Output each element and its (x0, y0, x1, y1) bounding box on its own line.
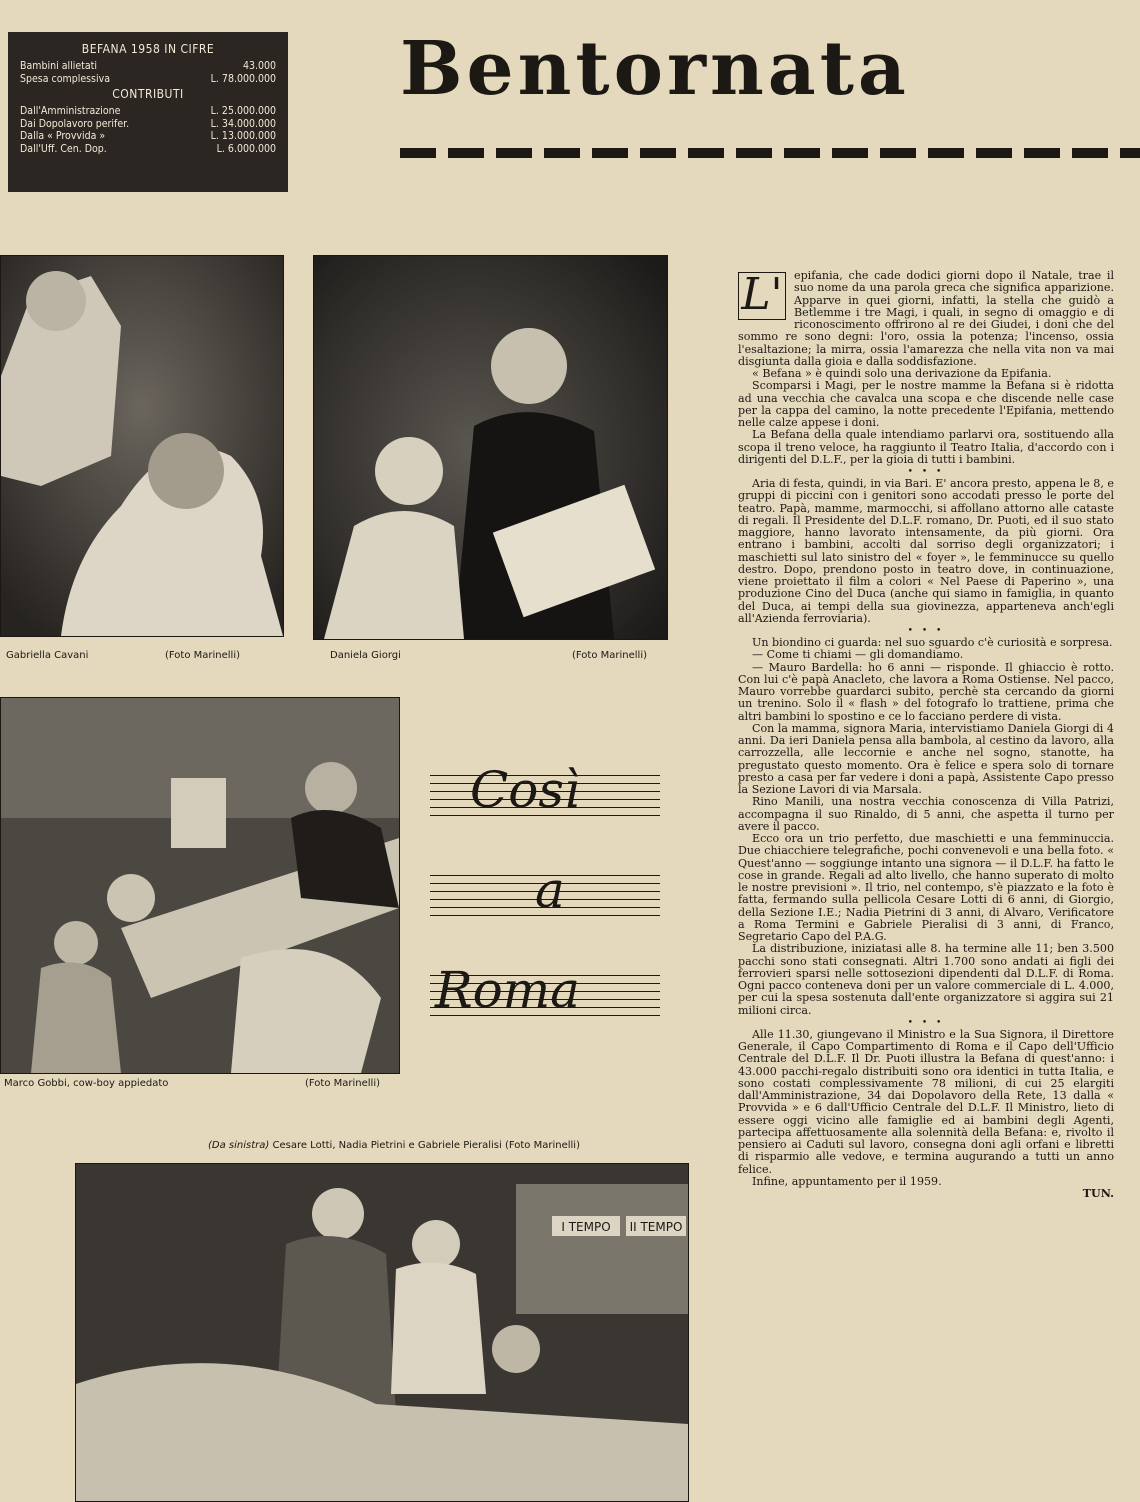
article-paragraph: Rino Manili, una nostra vecchia conoscenza di Villa Patrizi, accompagna il suo Rinaldo, di 5 anni, che aspetta il turno per avere il pacco. (738, 795, 1114, 833)
stats-subheading: CONTRIBUTI (112, 87, 184, 102)
drop-cap: L' (738, 272, 786, 320)
photo-three-children (75, 1163, 689, 1502)
photo-gabriella-cavani (0, 255, 284, 637)
sign-second-half: II TEMPO (629, 1220, 683, 1234)
ruled-lines (430, 775, 660, 823)
caption-credit: (Foto Marinelli) (572, 650, 648, 661)
article-paragraph: La distribuzione, iniziatasi alle 8. ha termine alle 11; ben 3.500 pacchi sono stati consegnati. Altri 1.700 sono andati ai figli dei ferrovieri sparsi nelle sottosezioni dipendenti dal D.L.F. di Roma. Ogni pacco conteneva doni per un valore commerciale di L. 4.000, per cui la spesa sostenuta dall'ente organizzatore si aggira sui 21 milioni circa. (738, 942, 1114, 1017)
caption-name: Gabriella Cavani (6, 650, 89, 661)
article-paragraph: La Befana della quale intendiamo parlarvi ora, sostituendo alla scopa il treno veloce, ha raggiunto il Teatro Italia, d'accordo con i dirigenti del D.L.F., per la gioia di tutti i bambini. (738, 428, 1114, 466)
script-title-line3: Roma (435, 961, 580, 1019)
headline: Bentornata (400, 26, 910, 112)
stats-row: Dai Dopolavoro perifer. L. 34.000.000 (20, 117, 276, 130)
article-body (738, 270, 1114, 1200)
section-separator: • • • (907, 1017, 945, 1028)
article-paragraph: — Come ti chiami — gli domandiamo. (752, 648, 964, 662)
article-paragraph: Aria di festa, quindi, in via Bari. E' ancora presto, appena le 8, e gruppi di piccini con i genitori sono accodati presso le porte del teatro. Papà, mamme, marmocchi, si affollano attorno alle cataste di regali. Il Presidente del D.L.F. romano, Dr. Puoti, ed il suo stato maggiore, hanno lavorato intensamente, da più giorni. Ora entrano i bambini, accolti dal sorriso degli organizzatori; i maschietti sul lato sinistro del « foyer », le femminucce su quello destro. Dopo, prendono posto in teatro dove, in continuazione, viene proiettato il film a colori « Nel Paese di Paperino », una produzione Cino del Duca (anche qui siamo in famiglia, in quanto del Duca, ai tempi della sua giovinezza, apparteneva anch'egli all'Azienda ferroviaria). (738, 477, 1114, 625)
script-title-line1: Così (470, 761, 581, 819)
article-paragraph: « Befana » è quindi solo una derivazione da Epifania. (752, 367, 1052, 380)
article-paragraph: Con la mamma, signora Maria, intervistiamo Daniela Giorgi di 4 anni. Da ieri Daniela pensa alla bambola, al cestino da lavoro, alla carrozzella, alle leccornie e anche nel sogno, stanotte, ha pregustato questo momento. Ora è felice e spera solo di tornare presto a casa per far vedere i doni a papà, Assistente Capo presso la Sezione Lavori di via Marsala. (738, 721, 1114, 796)
article-paragraph: Infine, appuntamento per il 1959. (752, 1174, 942, 1188)
article-paragraph: — Mauro Bardella: ho 6 anni — risponde. Il ghiaccio è rotto. Con lui c'è papà Anacleto, che lavora a Roma Ostiense. Nel pacco, Mauro vorrebbe guardarci subito, perchè sta cercando da giorni un trenino. Solo il « flash » del fotografo lo trattiene, prima che altri bambini lo spostino e ce lo facciano perdere di vista. (738, 660, 1114, 723)
section-separator: • • • (907, 626, 945, 636)
caption-credit: (Foto Marinelli) (165, 650, 241, 661)
ruled-lines (430, 875, 660, 923)
article-paragraph: Ecco ora un trio perfetto, due maschietti e una femminuccia. Due chiacchiere telegrafiche, pochi convenevoli e una bella foto. « Quest'anno — soggiunge intanto una signora — il D.L.F. ha fatto le cose in grande. Regali ad alto livello, che hanno superato di molto le nostre previsioni ». Il trio, nel contempo, s'è piazzato e la foto è fatta, fermando sulla pellicola Cesare Lotti di 6 anni, di Giorgio, della Sezione I.E.; Nadia Pietrini di 3 anni, di Alvaro, Verificatore a Roma Termini e Gabriele Pieralisi di 3 anni, di Franco, Segretario Capo del P.A.G. (738, 832, 1114, 943)
author-signature: TUN. (1082, 1187, 1114, 1200)
caption-photo4: (Da sinistra) Cesare Lotti, Nadia Pietrini e Gabriele Pieralisi (Foto Marinelli) (208, 1140, 580, 1151)
article-paragraph: Scomparsi i Magi, per le nostre mamme la Befana si è ridotta ad una vecchia che cavalca una scopa e che discende nelle case per la cappa del camino, la notte precedente l'Epifania, mettendo nelle calze appese i doni. (738, 379, 1114, 429)
stats-heading: BEFANA 1958 IN CIFRE (81, 42, 215, 56)
stats-box (8, 32, 288, 192)
stats-row: Dall'Amministrazione L. 25.000.000 (20, 105, 276, 118)
caption-name: Daniela Giorgi (330, 650, 401, 661)
script-title-line2: a (535, 861, 565, 919)
stats-row: Dalla « Provvida » L. 13.000.000 (20, 130, 276, 143)
ruled-lines (430, 975, 660, 1023)
stats-row: Bambini allietati 43.000 (20, 60, 276, 72)
photo-daniela-giorgi (313, 255, 668, 640)
sign-first-half: I TEMPO (561, 1220, 611, 1234)
article-paragraph: epifania, che cade dodici giorni dopo il Natale, trae il suo nome da una parola greca che significa apparizione. Apparve in quei giorni, infatti, la stella che guidò a Betlemme i tre Magi, i quali, in segno di omaggio e di riconoscimento offrirono al re dei Giudei, i doni che del sommo re sono degni: l'oro, ossia la potenza; l'incenso, ossia l'esaltazione; la mirra, ossia l'amarezza che nella vita non va mai disgiunta dalla gioia e dalla soddisfazione. (738, 269, 1114, 368)
photo-marco-gobbi (0, 697, 400, 1074)
article-paragraph: Alle 11.30, giungevano il Ministro e la Sua Signora, il Direttore Generale, il Capo Compartimento di Roma e il Capo dell'Ufficio Centrale del D.L.F. Il Dr. Puoti illustra la Befana di quest'anno: i 43.000 pacchi-regalo distribuiti sono ora identici in tutta Italia, e sono costati complessivamente 78 milioni, di cui 25 elargiti dall'Amministrazione, 34 dai Dopolavoro della Rete, 13 dalla « Provvida » e 6 dall'Ufficio Centrale del D.L.F. Il Ministro, lieto di essere oggi vicino alle famiglie ed ai bambini degli Agenti, partecipa affettuosamente alla solennità della Befana: e, rivolto il pensiero ai Caduti sul lavoro, consegna doni agli orfani e libretti di risparmio alle vedove, e termina augurando a tutti un anno felice. (738, 1027, 1114, 1176)
caption-name: Marco Gobbi, cow-boy appiedato (4, 1078, 169, 1089)
dashed-rule (400, 148, 1140, 158)
article-paragraph: Un biondino ci guarda: nel suo sguardo c'è curiosità e sorpresa. (752, 636, 1113, 649)
stats-row: Dall'Uff. Cen. Dop. L. 6.000.000 (20, 142, 276, 155)
section-separator: • • • (907, 467, 945, 477)
caption-credit: (Foto Marinelli) (305, 1078, 381, 1089)
stats-row: Spesa complessiva L. 78.000.000 (20, 72, 276, 85)
